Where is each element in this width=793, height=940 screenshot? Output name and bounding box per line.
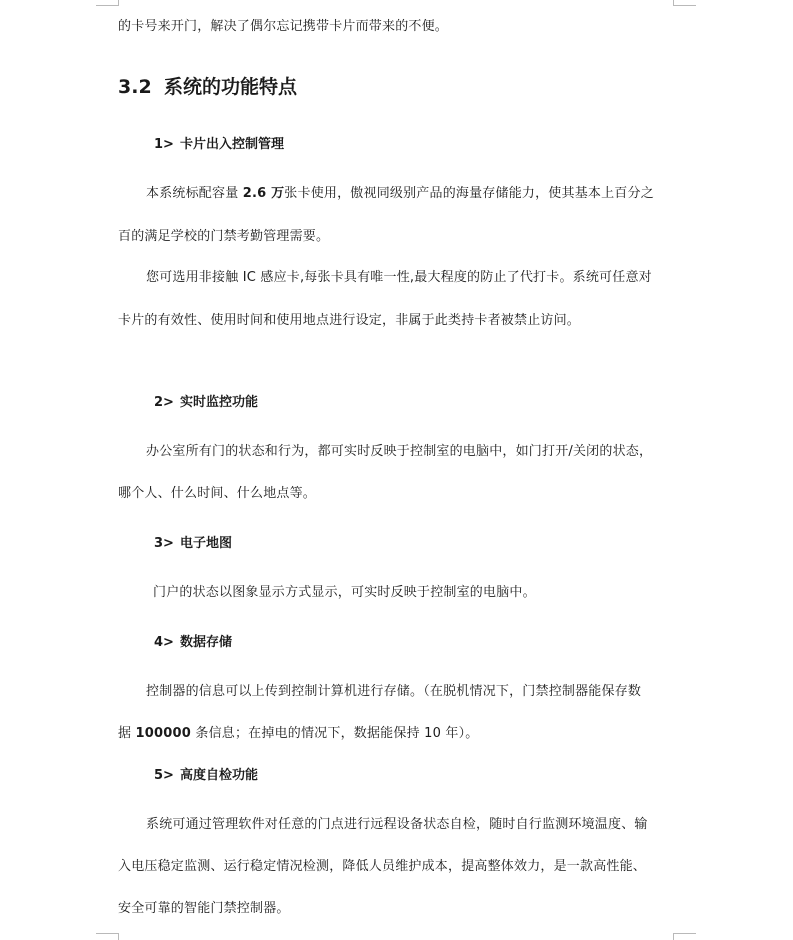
feature-title: 电子地图 (180, 536, 233, 551)
intro-line: 的卡号来开门，解决了偶尔忘记携带卡片而带来的不便。 (118, 19, 449, 34)
paragraph-line (146, 185, 654, 203)
crop-mark-bottom-right-h (673, 933, 696, 934)
feature-number: 2> (154, 395, 174, 410)
feature-heading-2 (154, 394, 258, 412)
feature-heading-1 (154, 136, 284, 154)
paragraph-line: 您可选用非接触 IC 感应卡,每张卡具有唯一性,最大程度的防止了代打卡。系统可任意对 (146, 270, 652, 285)
paragraph-line: 哪个人、什么时间、什么地点等。 (118, 486, 317, 501)
crop-mark-top-left-h (96, 5, 119, 6)
paragraph-line: 控制器的信息可以上传到控制计算机进行存储。（在脱机情况下，门禁控制器能保存数 (146, 684, 642, 699)
paragraph-line: 卡片的有效性、使用时间和使用地点进行设定，非属于此类持卡者被禁止访问。 (118, 313, 581, 328)
text-run: 本系统标配容量 (146, 186, 243, 201)
feature-heading-4 (154, 634, 232, 652)
section-title: 系统的功能特点 (164, 76, 298, 98)
feature-title: 高度自检功能 (180, 768, 259, 783)
feature-title: 数据存储 (180, 635, 233, 650)
paragraph-line: 百的满足学校的门禁考勤管理需要。 (118, 229, 330, 244)
paragraph-line: 安全可靠的智能门禁控制器。 (118, 901, 290, 916)
feature-heading-3 (154, 535, 232, 553)
feature-title: 卡片出入控制管理 (180, 137, 285, 152)
feature-title: 实时监控功能 (180, 395, 259, 410)
paragraph-line: 入电压稳定监测、运行稳定情况检测，降低人员维护成本，提高整体效力，是一款高性能、 (118, 859, 647, 874)
text-run: 据 (118, 726, 136, 741)
text-run: 条信息；在掉电的情况下，数据能保持 10 年）。 (191, 726, 479, 741)
paragraph-line: 系统可通过管理软件对任意的门点进行远程设备状态自检，随时自行监测环境温度、输 (146, 817, 648, 832)
paragraph-line: 办公室所有门的状态和行为，都可实时反映于控制室的电脑中，如门打开/关闭的状态， (146, 444, 653, 459)
paragraph-line (118, 725, 478, 743)
feature-heading-5 (154, 767, 258, 785)
section-number: 3.2 (118, 76, 152, 98)
feature-number: 3> (154, 536, 174, 551)
section-heading (118, 75, 297, 99)
crop-mark-bottom-left-h (96, 933, 119, 934)
text-run-bold: 100000 (135, 726, 192, 741)
text-run: 张卡使用，傲视同级别产品的海量存储能力，使其基本上百分之 (284, 186, 654, 201)
feature-number: 5> (154, 768, 174, 783)
paragraph-line: 门户的状态以图象显示方式显示，可实时反映于控制室的电脑中。 (153, 585, 536, 600)
feature-number: 1> (154, 137, 174, 152)
crop-mark-top-right-h (673, 5, 696, 6)
text-run-bold: 2.6 万 (242, 186, 285, 201)
feature-number: 4> (154, 635, 174, 650)
crop-mark-bottom-left-v (118, 933, 119, 940)
crop-mark-bottom-right-v (673, 933, 674, 940)
